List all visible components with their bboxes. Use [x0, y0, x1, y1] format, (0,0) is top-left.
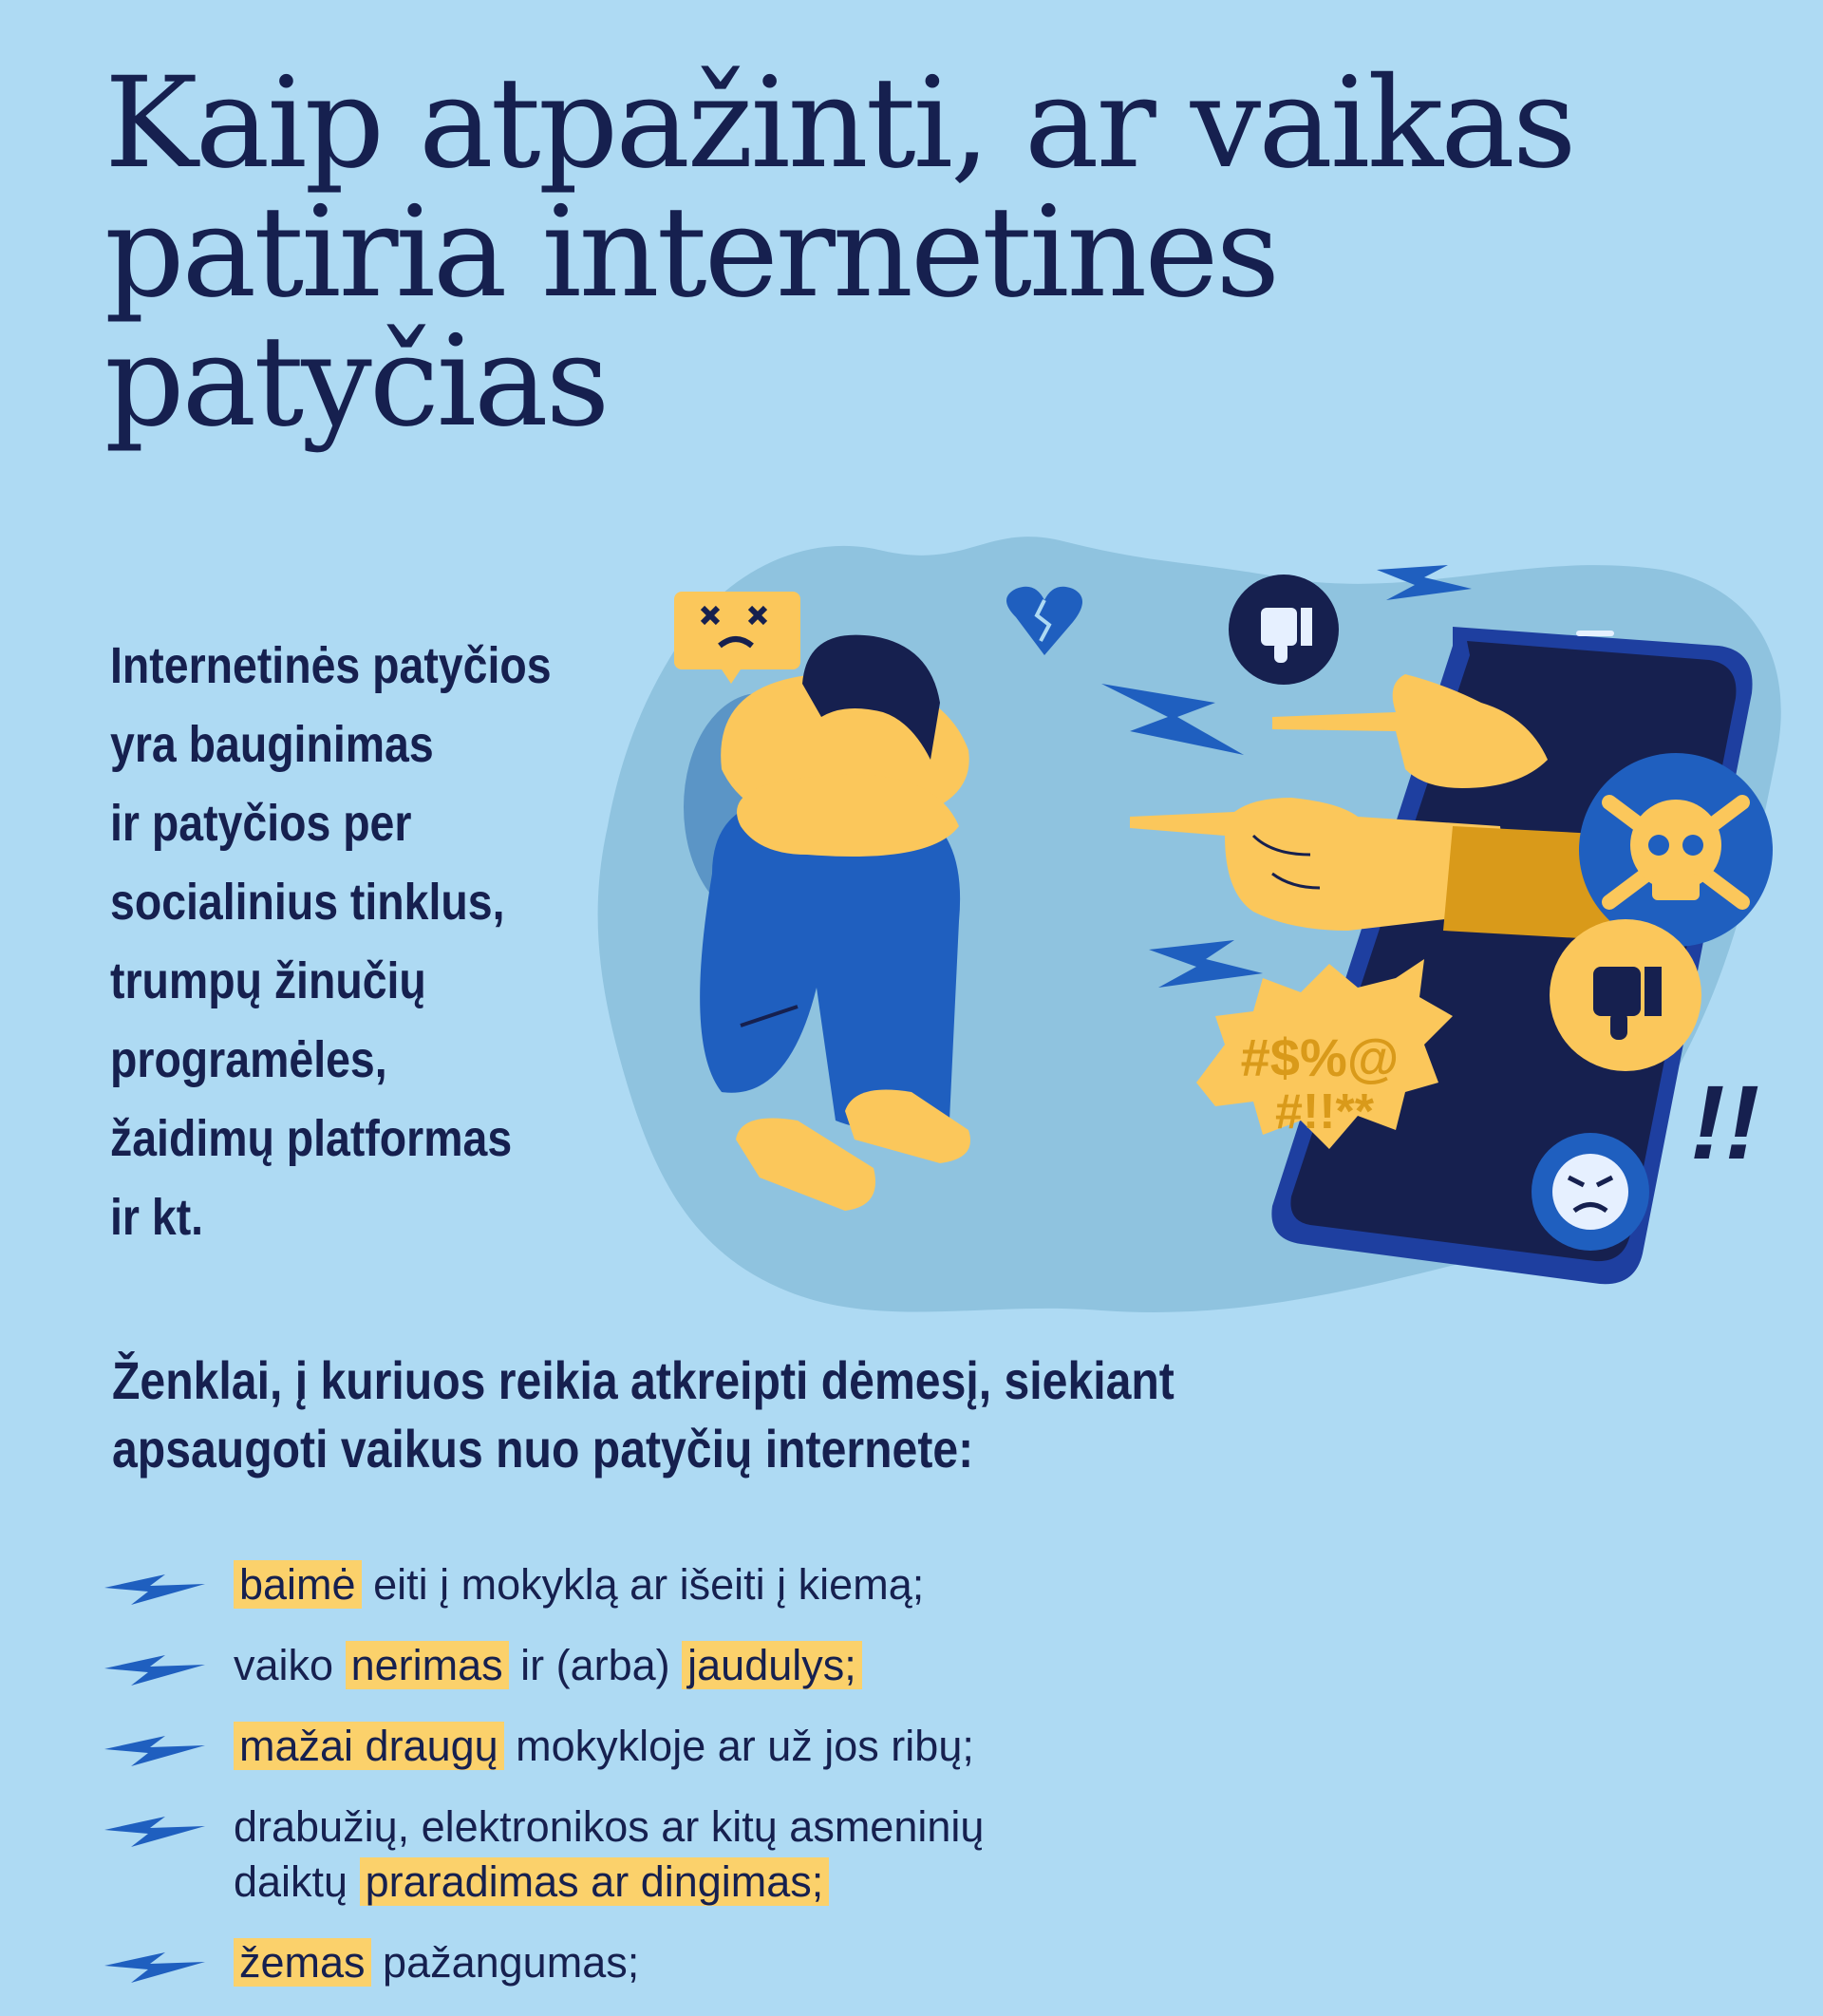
lightning-bullet-icon	[104, 1728, 205, 1770]
sign-list-item	[104, 1719, 1719, 1774]
exclamation-marks: !!	[1690, 1065, 1760, 1181]
signs-list	[104, 1557, 1719, 2016]
intro-line: yra bauginimas	[110, 716, 434, 773]
thumbs-down-icon	[1229, 575, 1339, 685]
title-line: patiria internetines	[104, 179, 1278, 326]
sign-list-item	[104, 1557, 1719, 1612]
intro-line: Internetinės patyčios	[110, 637, 552, 694]
sign-text: pažangumas;	[370, 1938, 640, 1987]
intro-line: trumpų žinučių	[110, 952, 426, 1009]
signs-heading-line: Ženklai, į kuriuos reikia atkreipti dėmesį, siekiant	[112, 1350, 1175, 1410]
sign-list-item	[104, 1799, 1719, 1910]
lightning-bullet-icon	[104, 1945, 205, 1987]
intro-line: žaidimų platformas	[110, 1110, 513, 1167]
intro-line: ir kt.	[110, 1189, 204, 1246]
sign-text: vaiko	[234, 1641, 346, 1689]
thumbs-down-icon	[1550, 919, 1701, 1071]
sign-text: eiti į mokyklą ar išeiti į kiemą;	[361, 1560, 925, 1609]
title-line: patyčias	[104, 309, 608, 455]
highlighted-keyword: praradimas ar dingimas;	[360, 1857, 830, 1906]
lightning-bullet-icon	[104, 1567, 205, 1609]
signs-heading	[112, 1347, 1337, 1483]
lightning-bullet-icon	[104, 1809, 205, 1851]
title-line: Kaip atpažinti, ar vaikas	[104, 50, 1574, 197]
skull-crossbones-icon	[1579, 753, 1773, 947]
highlighted-keyword: baimė	[234, 1560, 362, 1609]
highlighted-keyword: jaudulys;	[682, 1641, 862, 1689]
sign-text: drabužių, elektronikos ar kitų asmeninių	[234, 1802, 985, 1851]
sign-list-item	[104, 1638, 1719, 1693]
sign-text: mokykloje ar už jos ribų;	[503, 1722, 974, 1770]
sign-text: daiktų	[234, 1857, 360, 1906]
intro-text	[110, 627, 568, 1257]
intro-line: socialinius tinklus,	[110, 874, 505, 931]
highlighted-keyword: mažai draugų	[234, 1722, 504, 1770]
highlighted-keyword: nerimas	[346, 1641, 509, 1689]
lightning-bullet-icon	[104, 1648, 205, 1689]
swear-text: #$%@	[1240, 1027, 1400, 1087]
page-title	[104, 50, 1624, 455]
intro-line: ir patyčios per	[110, 795, 412, 852]
sign-text: ir (arba)	[508, 1641, 683, 1689]
highlighted-keyword: žemas	[234, 1938, 371, 1987]
angry-face-icon	[1532, 1133, 1649, 1251]
cyberbullying-illustration	[570, 513, 1823, 1329]
sign-list-item	[104, 1935, 1719, 1990]
intro-line: programėles,	[110, 1031, 387, 1088]
signs-heading-line: apsaugoti vaikus nuo patyčių internete:	[112, 1419, 974, 1479]
swear-text: #!!**	[1274, 1084, 1375, 1140]
